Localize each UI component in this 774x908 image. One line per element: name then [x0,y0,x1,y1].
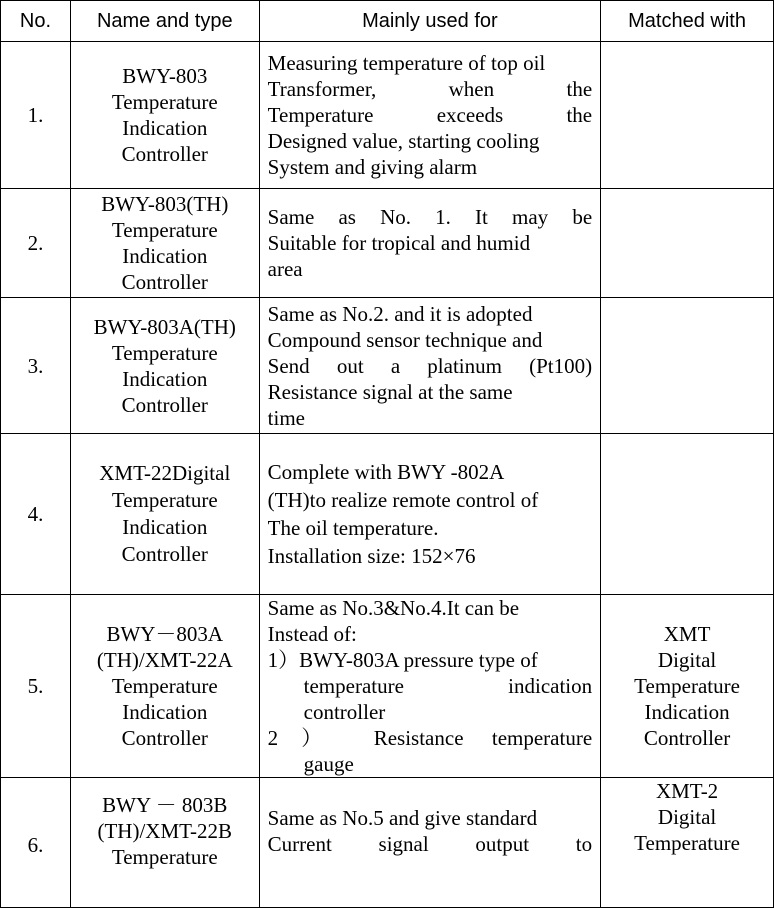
name-line: BWY-803A(TH) [93,314,236,339]
matched-cell [601,778,774,908]
name-line: Temperature [111,488,218,512]
matched-line: Digital [657,805,717,829]
table-row [1,434,774,595]
table-row [1,778,774,908]
row-number: 5. [1,595,71,778]
usage-line: (TH)to realize remote control of [267,488,539,512]
name-line: Temperature [111,340,218,365]
header-use: Mainly used for [259,1,600,42]
usage-line: gauge [303,752,354,776]
name-line: Controller [121,392,208,417]
product-name-cell [70,42,259,189]
usage-line: Transformer, when the [267,77,593,101]
usage-line: Installation size: 152×76 [267,544,476,568]
usage-line: Complete with BWY -802A [267,460,505,484]
matched-cell [601,42,774,189]
product-name-cell [70,189,259,298]
usage-line: 1）BWY-803A pressure type of [267,648,538,672]
matched-cell [601,189,774,298]
name-line: Temperature [111,90,218,114]
usage-line: The oil temperature. [267,516,439,540]
name-line: Indication [122,244,208,268]
name-line: Controller [121,142,208,166]
usage-line: 2） Resistance temperature [267,726,593,750]
product-name-cell [70,434,259,595]
usage-line: Same as No.5 and give standard [267,806,538,830]
name-line: BWY-803(TH) [101,192,229,216]
matched-cell [601,595,774,778]
name-line: BWY － 803B [102,793,228,817]
usage-line: area [267,257,303,281]
usage-line: Instead of: [267,622,357,646]
usage-line: Measuring temperature of top oil [267,51,546,75]
name-line: BWY-803 [122,64,208,88]
usage-line: Same as No.2. and it is adopted [267,301,533,326]
usage-line: Same as No. 1. It may be [267,205,593,229]
name-line: Temperature [111,845,218,869]
product-name-cell [70,298,259,434]
name-line: BWY－803A [106,622,224,646]
row-number: 1. [1,42,71,189]
usage-line: Designed value, starting cooling [267,129,540,153]
name-line: (TH)/XMT-22A [96,648,233,672]
usage-cell [259,189,600,298]
table-row [1,189,774,298]
usage-line: Temperature exceeds the [267,103,593,127]
name-line: Controller [121,270,208,294]
usage-line: Same as No.3&No.4.It can be [267,596,520,620]
matched-line: Controller [643,726,731,750]
table-row [1,298,774,434]
row-number: 6. [1,778,71,908]
name-line: Indication [122,116,208,140]
usage-line: Compound sensor technique and [267,327,543,352]
matched-line: XMT [663,622,711,646]
usage-line: System and giving alarm [267,155,478,179]
header-no: No. [1,1,71,42]
usage-line: Suitable for tropical and humid [267,231,531,255]
row-number: 2. [1,189,71,298]
usage-line: Send out a platinum (Pt100) [267,353,593,378]
name-line: XMT-22Digital [99,461,231,485]
matched-line: Indication [644,700,730,724]
usage-line: Resistance signal at the same [267,379,513,404]
name-line: (TH)/XMT-22B [97,819,233,843]
matched-cell [601,434,774,595]
name-line: Temperature [111,674,218,698]
header-row [1,1,774,42]
name-line: Indication [122,366,208,391]
usage-cell [259,298,600,434]
table-row [1,42,774,189]
table-row [1,595,774,778]
matched-line: Temperature [634,674,740,698]
usage-cell [259,434,600,595]
usage-line: Current signal output to [267,832,593,856]
usage-cell [259,42,600,189]
name-line: Controller [121,726,208,750]
matched-line: Digital [657,648,717,672]
usage-line: temperature indication [303,674,593,698]
name-line: Indication [122,515,208,539]
name-line: Controller [121,542,208,566]
usage-line: controller [303,700,386,724]
usage-cell [259,778,600,908]
matched-line: XMT-2 [655,779,719,803]
header-match: Matched with [601,1,774,42]
usage-line: time [267,405,305,430]
usage-cell [259,595,600,778]
matched-line: Temperature [634,831,740,855]
name-line: Temperature [111,218,218,242]
product-name-cell [70,778,259,908]
product-name-cell [70,595,259,778]
header-name: Name and type [70,1,259,42]
row-number: 3. [1,298,71,434]
row-number: 4. [1,434,71,595]
name-line: Indication [122,700,208,724]
matched-cell [601,298,774,434]
